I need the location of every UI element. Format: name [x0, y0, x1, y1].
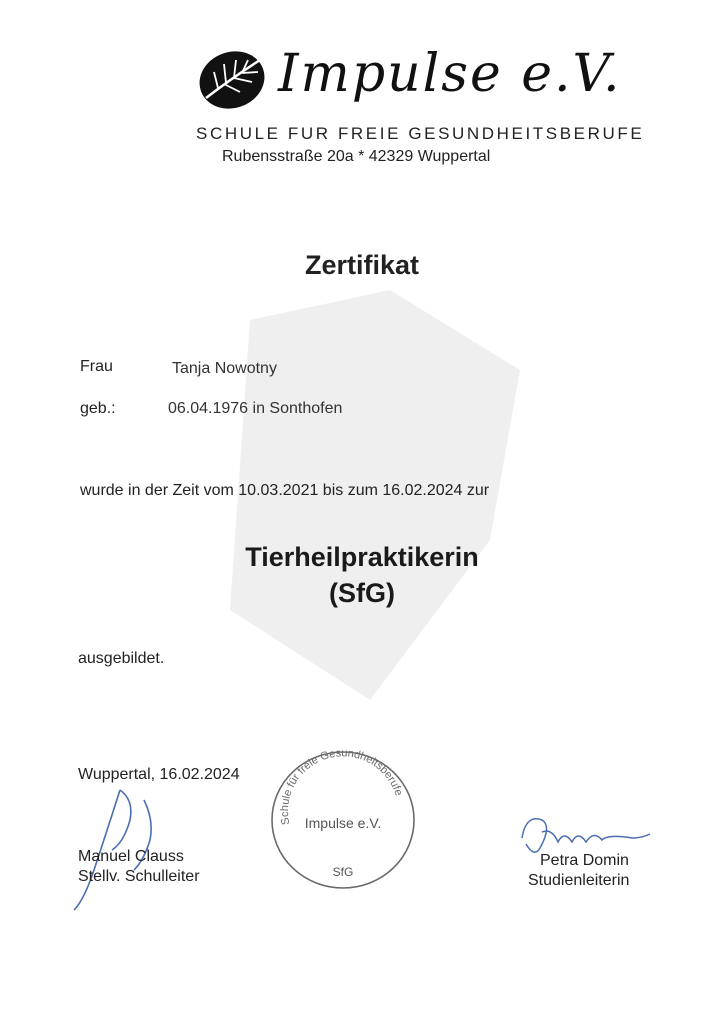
degree-suffix: (SfG)	[329, 578, 395, 608]
logo-wordmark: Impulse e.V.	[278, 44, 622, 104]
birth-label: geb.:	[80, 400, 116, 417]
birth-info: 06.04.1976 in Sonthofen	[168, 400, 343, 417]
seal-ring-text: Schule für freie Gesundheitsberufe	[278, 748, 405, 826]
leaf-logo-icon	[196, 48, 268, 112]
salutation-label: Frau	[80, 358, 113, 375]
place-date: Wuppertal, 16.02.2024	[78, 766, 240, 783]
right-signer-role: Studienleiterin	[528, 872, 630, 889]
school-seal-stamp	[268, 748, 418, 890]
school-name: SCHULE FUR FREIE GESUNDHEITSBERUFE	[196, 124, 645, 143]
right-signer-name: Petra Domin	[540, 852, 629, 869]
training-period-statement: wurde in der Zeit vom 10.03.2021 bis zum 16.02.2024 zur	[80, 482, 490, 499]
school-address: Rubensstraße 20a * 42329 Wuppertal	[222, 148, 491, 165]
closing-text: ausgebildet.	[78, 650, 165, 667]
degree-title: Tierheilpraktikerin	[245, 542, 479, 572]
seal-bottom-text: SfG	[332, 865, 354, 879]
seal-center-text: Impulse e.V.	[304, 815, 382, 831]
left-signer-role: Stellv. Schulleiter	[78, 868, 200, 885]
left-signer-name: Manuel Clauss	[78, 848, 184, 865]
person-name: Tanja Nowotny	[172, 360, 277, 377]
certificate-title: Zertifikat	[304, 250, 420, 280]
